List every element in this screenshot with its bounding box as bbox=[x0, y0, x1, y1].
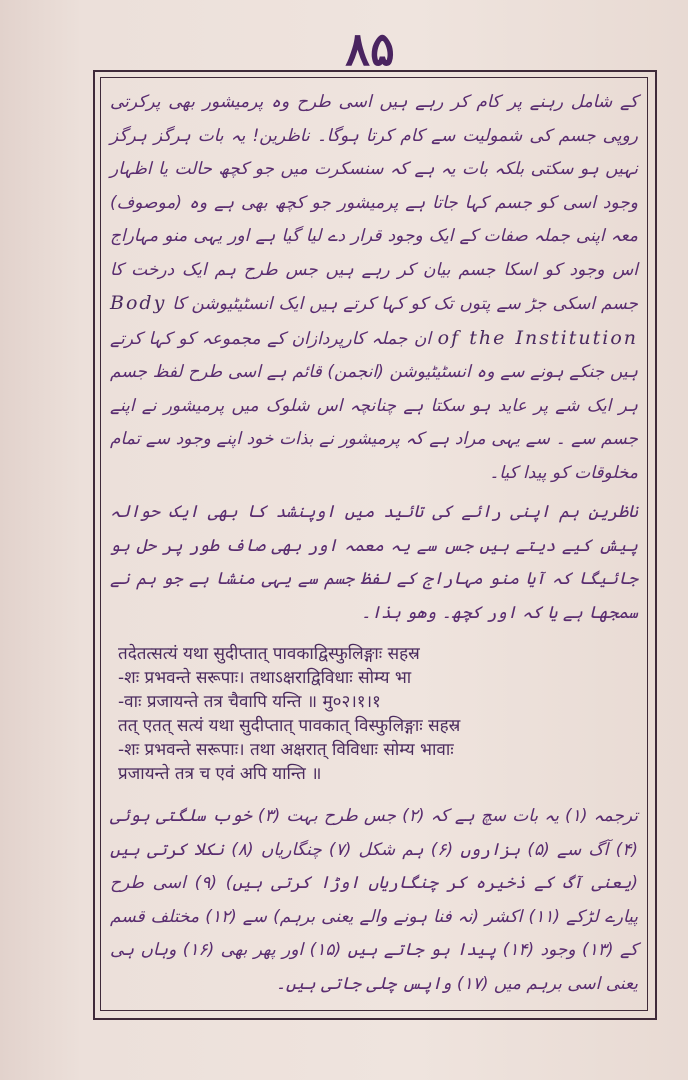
sanskrit-line-5: -शः प्रभवन्ते सरूपाः। तथा अक्षरात् विविधाः सोम्य भावाः bbox=[118, 740, 454, 760]
page-content bbox=[104, 86, 642, 1004]
translation-paragraph: ترجمہ (۱) یہ بات سچ ہے کہ (۲) جس طرح بہت (۳) خوب سلگتی ہوئی (۴) آگ سے (۵) ہزاروں (۶) ہم شکل (۷) چنگاریاں (۸) نکلا کرتی ہیں (یعنی آگ کے ذخیرہ کر چنگاریاں اوڑا کرتی ہیں) (۹) اسی طرح پیارے لڑکے (۱۱) اکشر (نہ فنا ہونے والے یعنی برہم) سے (۱۲) مختلف قسم کے (۱۳) وجود (۱۴) پیدا ہو جاتے ہیں (۱۵) اور پھر بھی (۱۶) وہاں ہی یعنی اسی برہم میں (۱۷) واپس چلی جاتی ہیں۔ bbox=[110, 806, 638, 994]
paragraph-1 bbox=[110, 86, 638, 490]
paragraph-1-text-a: کے شامل رہنے پر کام کر رہے ہیں اسی طرح وہ پرمیشور بھی پرکرتی روپی جسم کی شمولیت سے کام کرتا ہوگا۔ ناظرین! یہ بات ہرگز ہرگز نہیں ہو سکتی بلکہ بات یہ ہے کہ سنسکرت میں جو کچھ حالت یا اظہار وجود اسی کو جسم کہا جاتا ہے پرمیشور جو کچھ بھی ہے وہ (موصوف) معہ اپنی جملہ صفات کے ایک وجود قرار دے لیا گیا ہے اور یہی منو مہاراج اس وجود کو اسکا جسم بیان کر رہے ہیں جس طرح ہم ایک درخت کا جسم اسکی جڑ سے پتوں تک کو کہا کرتے ہیں ایک انسٹیٹیوشن کا bbox=[110, 92, 639, 314]
page-number: ۸۵ bbox=[345, 22, 395, 76]
paragraph-1-text-b: ان جملہ کارپردازان کے مجموعہ کو کہا کرتے ہیں جنکے ہونے سے وہ انسٹیٹیوشن (انجمن) قائم ہے اسی طرح لفظ جسم ہر ایک شے پر عاید ہو سکتا ہے چنانچہ اس شلوک میں پرمیشور نے اپنے جسم سے ۔ سے یہی مراد ہے کہ پرمیشور نے بذات خود اپنے وجود سے تمام مخلوقات کو پیدا کیا۔ bbox=[110, 328, 638, 483]
sanskrit-line-3: -वाः प्रजायन्ते तत्र चैवापि यन्ति ॥ मु०२।१।१ bbox=[118, 692, 381, 712]
sanskrit-line-1: तदेतत्सत्यं यथा सुदीप्तात् पावकाद्विस्फुलिङ्गाः सहस्र bbox=[118, 644, 420, 664]
sanskrit-line-2: -शः प्रभवन्ते सरूपाः। तथाऽक्षराद्विविधाः सोम्य भा bbox=[118, 668, 412, 688]
english-phrase: Body of the Institution bbox=[110, 292, 638, 349]
paragraph-2: ناظرین ہم اپنی رائے کی تائید میں اوپنشد کا بھی ایک حوالہ پیش کیے دیتے ہیں جس سے یہ معمہ اور بھی صاف طور پر حل ہو جائیگا کہ آیا منو مہاراج کے لفظ جسم سے یہی منشا ہے جو ہم نے سمجھا ہے یا کہ اور کچھ۔ وھو ہذا۔ bbox=[110, 502, 638, 623]
sanskrit-verse bbox=[104, 642, 642, 786]
sanskrit-line-4: तत् एतत् सत्यं यथा सुदीप्तात् पावकात् विस्फुलिङ्गाः सहस्र bbox=[118, 716, 461, 736]
sanskrit-line-6: प्रजायन्ते तत्र च एवं अपि यान्ति ॥ bbox=[118, 764, 322, 784]
